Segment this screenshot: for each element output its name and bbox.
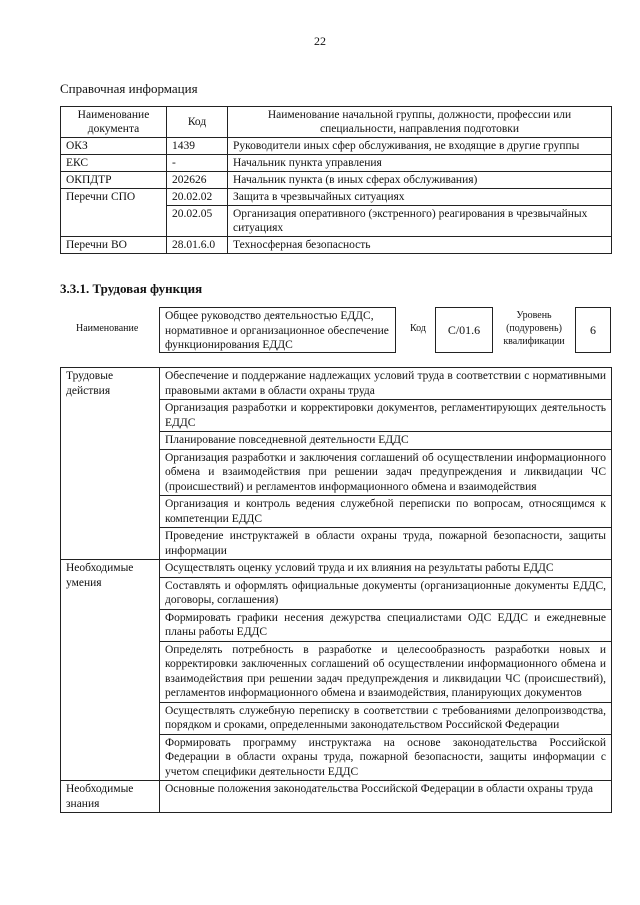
skill-item: Определять потребность в разработке и целесообразность разработки новых и корректировки заключенных соглашений об осуществлении информационного обмена и взаимодействия при решении задач предупреждения и ликвидации ЧС (происшествий), регламентов информационного обмена и взаимодействия, планирующих документов <box>160 641 612 702</box>
skill-item: Формировать программу инструктажа на основе законодательства Российской Федерации в области охраны труда, пожарной безопасности, защиты информации с учетом специфики деятельности ЕДДС <box>160 734 612 781</box>
reference-name: Организация оперативного (экстренного) реагирования в чрезвычайных ситуациях <box>228 206 612 237</box>
reference-code: 202626 <box>167 172 228 189</box>
reference-doc: ОКПДТР <box>61 172 167 189</box>
reference-name: Защита в чрезвычайных ситуациях <box>228 189 612 206</box>
labor-action: Организация разработки и корректировки документов, регламентирующих деятельность ЕДДС <box>160 400 612 432</box>
page-number: 22 <box>314 34 326 48</box>
qualification-level-label: Уровень (подуровень) квалификации <box>503 310 565 347</box>
knowledge-item: Основные положения законодательства Российской Федерации в области охраны труда <box>160 781 612 813</box>
reference-code: 1439 <box>167 138 228 155</box>
table-row <box>61 172 612 189</box>
reference-header-row <box>61 107 612 138</box>
labor-action: Организация и контроль ведения служебной переписки по вопросам, относящимся к компетенции ЕДДС <box>160 496 612 528</box>
table-row <box>61 189 612 206</box>
qualification-level-value: 6 <box>575 307 611 353</box>
labor-function-table <box>60 367 612 813</box>
function-name-label: Наименование <box>76 323 139 334</box>
reference-doc: ОКЗ <box>61 138 167 155</box>
table-row <box>61 368 612 400</box>
reference-header-code: Код <box>167 107 228 138</box>
labor-action: Проведение инструктажей в области охраны труда, пожарной безопасности, защиты информации <box>160 528 612 560</box>
reference-header-doc: Наименование документа <box>61 107 167 138</box>
reference-name: Руководители иных сфер обслуживания, не входящие в другие группы <box>228 138 612 155</box>
skill-item: Формировать графики несения дежурства специалистами ОДС ЕДДС и ежедневные планы работы ЕДДС <box>160 609 612 641</box>
reference-name: Начальник пункта управления <box>228 155 612 172</box>
skill-item: Составлять и оформлять официальные документы (организационные документы ЕДДС, договоры, соглашения) <box>160 577 612 609</box>
reference-doc: Перечни ВО <box>61 237 167 254</box>
labor-actions-label: Трудовые действия <box>61 368 160 560</box>
knowledge-label: Необходимые знания <box>61 781 160 813</box>
function-name-value: Общее руководство деятельностью ЕДДС, нормативное и организационное обеспечение функционирования ЕДДС <box>159 307 396 353</box>
table-row <box>61 138 612 155</box>
labor-action: Планирование повседневной деятельности ЕДДС <box>160 432 612 450</box>
labor-action: Организация разработки и заключения соглашений об осуществлении информационного обмена и взаимодействия при решении задач предупреждения и ликвидации ЧС (происшествий) и регламентов информационного обмена и взаимодействия <box>160 449 612 496</box>
reference-title: Справочная информация <box>60 81 198 96</box>
reference-code: - <box>167 155 228 172</box>
reference-header-name: Наименование начальной группы, должности, профессии или специальности, направления подготовки <box>228 107 612 138</box>
function-code-label: Код <box>410 323 426 334</box>
skill-item: Осуществлять служебную переписку в соответствии с требованиями делопроизводства, порядком и сроками, определенными законодательством Российской Федерации <box>160 702 612 734</box>
skill-item: Осуществлять оценку условий труда и их влияния на результаты работы ЕДДС <box>160 560 612 578</box>
table-row <box>61 781 612 813</box>
reference-doc: Перечни СПО <box>61 189 167 237</box>
reference-name: Техносферная безопасность <box>228 237 612 254</box>
skills-label: Необходимые умения <box>61 560 160 781</box>
reference-table <box>60 106 612 254</box>
table-row <box>61 560 612 578</box>
table-row <box>61 237 612 254</box>
reference-code: 20.02.02 <box>167 189 228 206</box>
reference-code: 28.01.6.0 <box>167 237 228 254</box>
function-code-value: С/01.6 <box>435 307 493 353</box>
reference-doc: ЕКС <box>61 155 167 172</box>
table-row <box>61 155 612 172</box>
labor-action: Обеспечение и поддержание надлежащих условий труда в соответствии с нормативными правовыми актами в области охраны труда <box>160 368 612 400</box>
reference-name: Начальник пункта (в иных сферах обслуживания) <box>228 172 612 189</box>
reference-code: 20.02.05 <box>167 206 228 237</box>
section-heading: 3.3.1. Трудовая функция <box>60 281 203 296</box>
